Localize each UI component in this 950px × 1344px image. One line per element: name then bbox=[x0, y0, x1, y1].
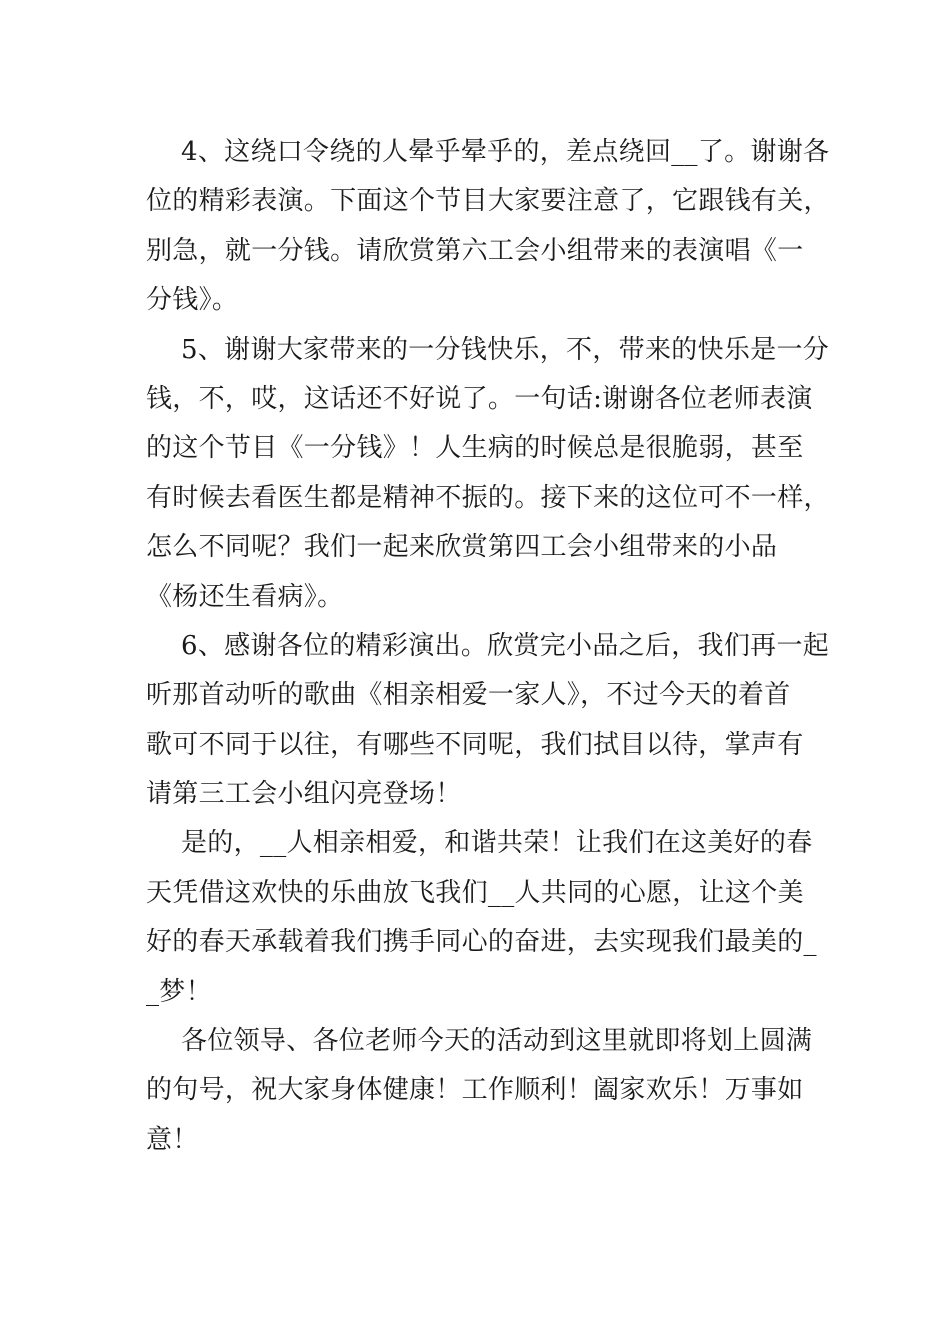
text-line: 是的，__人相亲相爱，和谐共荣！让我们在这美好的春 bbox=[181, 828, 813, 859]
text-line: 听那首动听的歌曲《相亲相爱一家人》，不过今天的着首 bbox=[146, 680, 791, 711]
text-line: 怎么不同呢？我们一起来欣赏第四工会小组带来的小品 bbox=[146, 532, 778, 563]
text-line: 的句号，祝大家身体健康！工作顺利！阖家欢乐！万事如 bbox=[146, 1075, 804, 1106]
paragraph-5 bbox=[146, 326, 830, 622]
paragraph-7 bbox=[146, 819, 817, 1017]
text-line: 4、这绕口令绕的人晕乎晕乎的，差点绕回__了。谢谢各 bbox=[181, 137, 830, 167]
text-line: 分钱》。 bbox=[146, 285, 239, 316]
paragraph-8 bbox=[146, 1017, 813, 1165]
text-line: _梦！ bbox=[146, 976, 212, 1007]
text-line: 好的春天承载着我们携手同心的奋进，去实现我们最美的_ bbox=[146, 927, 817, 958]
paragraph-6 bbox=[146, 622, 830, 820]
text-line: 《杨还生看病》。 bbox=[146, 581, 344, 612]
text-line: 6、感谢各位的精彩演出。欣赏完小品之后，我们再一起 bbox=[181, 630, 830, 661]
text-line: 天凭借这欢快的乐曲放飞我们__人共同的心愿，让这个美 bbox=[146, 877, 804, 908]
text-line: 5、谢谢大家带来的一分钱快乐，不，带来的快乐是一分 bbox=[181, 334, 830, 365]
document-body bbox=[146, 128, 830, 1165]
text-line: 有时候去看医生都是精神不振的。接下来的这位可不一样， bbox=[146, 482, 830, 513]
text-line: 歌可不同于以往，有哪些不同呢，我们拭目以待，掌声有 bbox=[146, 729, 804, 760]
text-line: 意！ bbox=[146, 1124, 199, 1155]
text-line: 各位领导、各位老师今天的活动到这里就即将划上圆满 bbox=[181, 1026, 813, 1057]
text-line: 位的精彩表演。下面这个节目大家要注意了，它跟钱有关， bbox=[146, 186, 830, 217]
text-line: 钱，不，哎，这话还不好说了。一句话:谢谢各位老师表演 bbox=[146, 383, 813, 414]
text-line: 别急，就一分钱。请欣赏第六工会小组带来的表演唱《一 bbox=[146, 235, 804, 266]
text-line: 请第三工会小组闪亮登场！ bbox=[146, 779, 462, 810]
text-line: 的这个节目《一分钱》！人生病的时候总是很脆弱，甚至 bbox=[146, 433, 804, 464]
paragraph-4 bbox=[146, 128, 830, 326]
